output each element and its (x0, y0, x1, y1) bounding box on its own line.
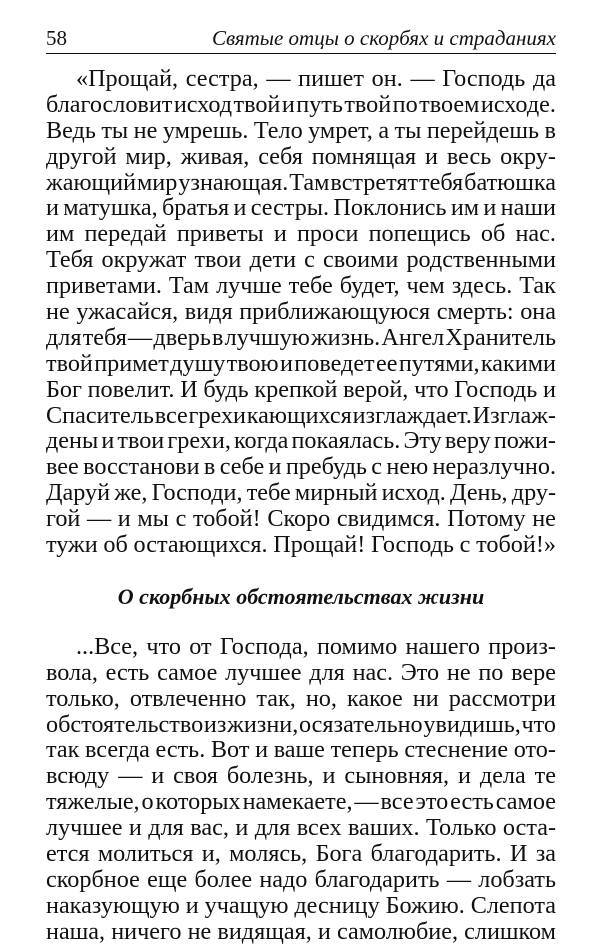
text-line: не ужасайся, видя приближающуюся смерть: она (46, 298, 556, 326)
text-line: твой примет душу твою и поведет ее путями, какими (46, 349, 556, 377)
text-line: гой — и мы с тобой! Скоро свидимся. Потому не (46, 505, 556, 533)
text-line: обстоятельство из жизни, осязательно увидишь, что (46, 710, 556, 738)
text-line: наказующую и учащую десницу Божию. Слепота (46, 891, 556, 919)
text-line: так всегда есть. Вот и ваше теперь стеснение ото- (46, 736, 556, 764)
paragraph-1 (46, 66, 556, 558)
header-rule (46, 53, 556, 54)
text-line: благословит исход твой и путь твой по твоем исходе. (46, 90, 556, 118)
text-line: скорбное еще более надо благодарить — лобзать (46, 865, 556, 893)
book-title: Святые отцы о скорбях и страданиях (211, 26, 556, 50)
text-line: «Прощай, сестра, — пишет он. — Господь да (76, 65, 556, 92)
text-line: дены и твои грехи, когда покаялась. Эту веру пожи- (46, 427, 556, 455)
text-line: всюду — и своя болезнь, и сыновняя, и дела те (46, 762, 556, 790)
text-line: Даруй же, Господи, тебе мирный исход. День, дру- (46, 479, 556, 507)
text-line: для тебя — дверь в лучшую жизнь. Ангел Хранитель (46, 323, 556, 351)
text-line: Бог повелит. И будь крепкой верой, что Господь и (46, 375, 556, 403)
running-head (46, 26, 556, 50)
text-line: Спаситель все грехи кающихся изглаждает. Изглаж- (46, 401, 556, 429)
text-line: вее восстанови в себе и пребудь с нею неразлучно. (46, 453, 556, 481)
text-line: приветами. Там лучше тебе будет, чем здесь. Так (46, 272, 556, 300)
text-line: ется молиться и, молясь, Бога благодарить. И за (46, 840, 556, 868)
text-line: ...Все, что от Господа, помимо нашего произ- (76, 632, 556, 660)
text-line: и матушка, братья и сестры. Поклонись им и наши (46, 194, 556, 222)
text-line: наша, ничего не видящая, и самолюбие, слишком (46, 917, 556, 945)
text-line: тяжелые, о которых намекаете, — все это есть самое (46, 788, 556, 816)
text-line: другой мир, живая, себя помнящая и весь окру- (46, 142, 556, 170)
text-line: жающий мир узнающая. Там встретят тебя батюшка (46, 168, 556, 196)
paragraph-2 (46, 634, 556, 945)
text-line: Ведь ты не умрешь. Тело умрет, а ты перейдешь в (46, 116, 556, 144)
page-number: 58 (46, 26, 67, 50)
text-line: Тебя окружат твои дети с своими родственными (46, 246, 556, 274)
page-body (46, 66, 556, 945)
section-heading: О скорбных обстоятельствах жизни (117, 583, 485, 609)
text-line: тужи об остающихся. Прощай! Господь с тобой!» (46, 531, 556, 559)
text-line: вола, есть самое лучшее для нас. Это не по вере (46, 658, 556, 686)
text-line: лучшее и для вас, и для всех ваших. Только оста- (46, 814, 556, 842)
text-line: им передай приветы и проси попещись об нас. (46, 220, 556, 248)
text-line: только, отвлеченно так, но, какое ни рассмотри (46, 684, 556, 712)
